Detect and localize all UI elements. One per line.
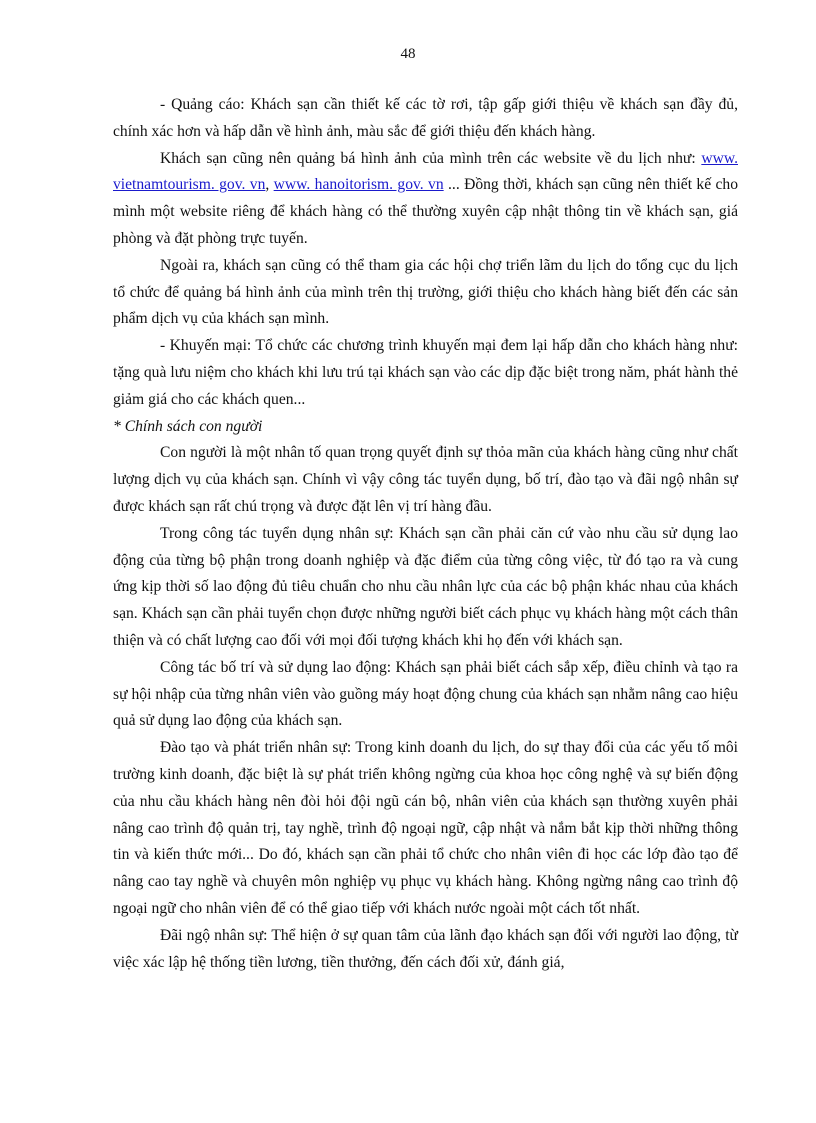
paragraph-websites [113, 146, 738, 253]
link-vietnamtourism[interactable]: www. vietnamtourism. gov. vn [113, 149, 738, 194]
page-number: 48 [400, 46, 416, 62]
section-heading-people-policy: * Chính sách con người [113, 417, 263, 435]
paragraph-websites-rest: ... Đồng thời, khách sạn cũng nên thiết kế cho mình một website riêng để khách hàng có thể thường xuyên cập nhật thông tin về khách sạn, giá phòng và đặt phòng trực tuyến. [113, 176, 738, 247]
paragraph-websites-intro: Khách sạn cũng nên quảng bá hình ảnh của mình trên các website về du lịch như: [160, 149, 702, 167]
paragraph-compensation: Đãi ngộ nhân sự: Thể hiện ở sự quan tâm của lãnh đạo khách sạn đối với người lao động, từ việc xác lập hệ thống tiền lương, tiền thưởng, đến cách đối xử, đánh giá, [113, 926, 738, 971]
paragraph-people-intro: Con người là một nhân tố quan trọng quyết định sự thỏa mãn của khách hàng cũng như chất lượng dịch vụ của khách sạn. Chính vì vậy công tác tuyển dụng, bố trí, đào tạo và đãi ngộ nhân sự được khách sạn rất chú trọng và được đặt lên vị trí hàng đầu. [113, 444, 738, 515]
link-hanoitorism[interactable]: www. hanoitorism. gov. vn [273, 176, 444, 194]
paragraph-recruitment: Trong công tác tuyển dụng nhân sự: Khách sạn cần phải căn cứ vào nhu cầu sử dụng lao động của từng bộ phận trong doanh nghiệp và đặc điểm của từng công việc, từ đó tạo ra và cung ứng kịp thời số lao động đủ tiêu chuẩn cho nhu cầu nhân lực của các bộ phận khác nhau của khách sạn. Khách sạn cần phải tuyển chọn được những người biết cách phục vụ khách hàng một cách thân thiện và có chất lượng cao đối với mọi đối tượng khách khi họ đến với khách sạn. [113, 524, 738, 649]
paragraph-promotion: - Khuyến mại: Tổ chức các chương trình khuyến mại đem lại hấp dẫn cho khách hàng như: tặng quà lưu niệm cho khách khi lưu trú tại khách sạn vào các dịp đặc biệt trong năm, phát hành thẻ giảm giá cho các khách quen... [113, 337, 738, 408]
paragraph-staff-allocation: Công tác bố trí và sử dụng lao động: Khách sạn phải biết cách sắp xếp, điều chỉnh và tạo ra sự hội nhập của từng nhân viên vào guồng máy hoạt động chung của khách sạn nhằm nâng cao hiệu quả sử dụng lao động của khách sạn. [113, 658, 738, 730]
link-separator: , [265, 176, 274, 194]
paragraph-training: Đào tạo và phát triển nhân sự: Trong kinh doanh du lịch, do sự thay đổi của các yếu tố môi trường kinh doanh, đặc biệt là sự phát triển không ngừng của khoa học công nghệ và sự biến động của nhu cầu khách hàng nên đòi hỏi đội ngũ cán bộ, nhân viên của khách sạn thường xuyên phải nâng cao trình độ quản trị, tay nghề, trình độ ngoại ngữ, cập nhật và nắm bắt kịp thời những thông tin và kiến thức mới... Do đó, khách sạn cần phải tổ chức cho nhân viên đi học các lớp đào tạo để nâng cao tay nghề và chuyên môn nghiệp vụ phục vụ khách hàng. Không ngừng nâng cao trình độ ngoại ngữ cho nhân viên để có thể giao tiếp với khách nước ngoài một cách tốt nhất. [113, 739, 738, 917]
paragraph-trade-fairs: Ngoài ra, khách sạn cũng có thể tham gia các hội chợ triển lãm du lịch do tổng cục du lịch tổ chức để quảng bá hình ảnh của mình trên thị trường, giới thiệu cho khách hàng biết đến các sản phẩm dịch vụ của khách sạn mình. [113, 256, 738, 328]
paragraph-advertising: - Quảng cáo: Khách sạn cần thiết kế các tờ rơi, tập gấp giới thiệu về khách sạn đầy đủ, chính xác hơn và hấp dẫn về hình ảnh, màu sắc để giới thiệu đến khách hàng. [113, 96, 738, 140]
document-body [113, 92, 738, 976]
